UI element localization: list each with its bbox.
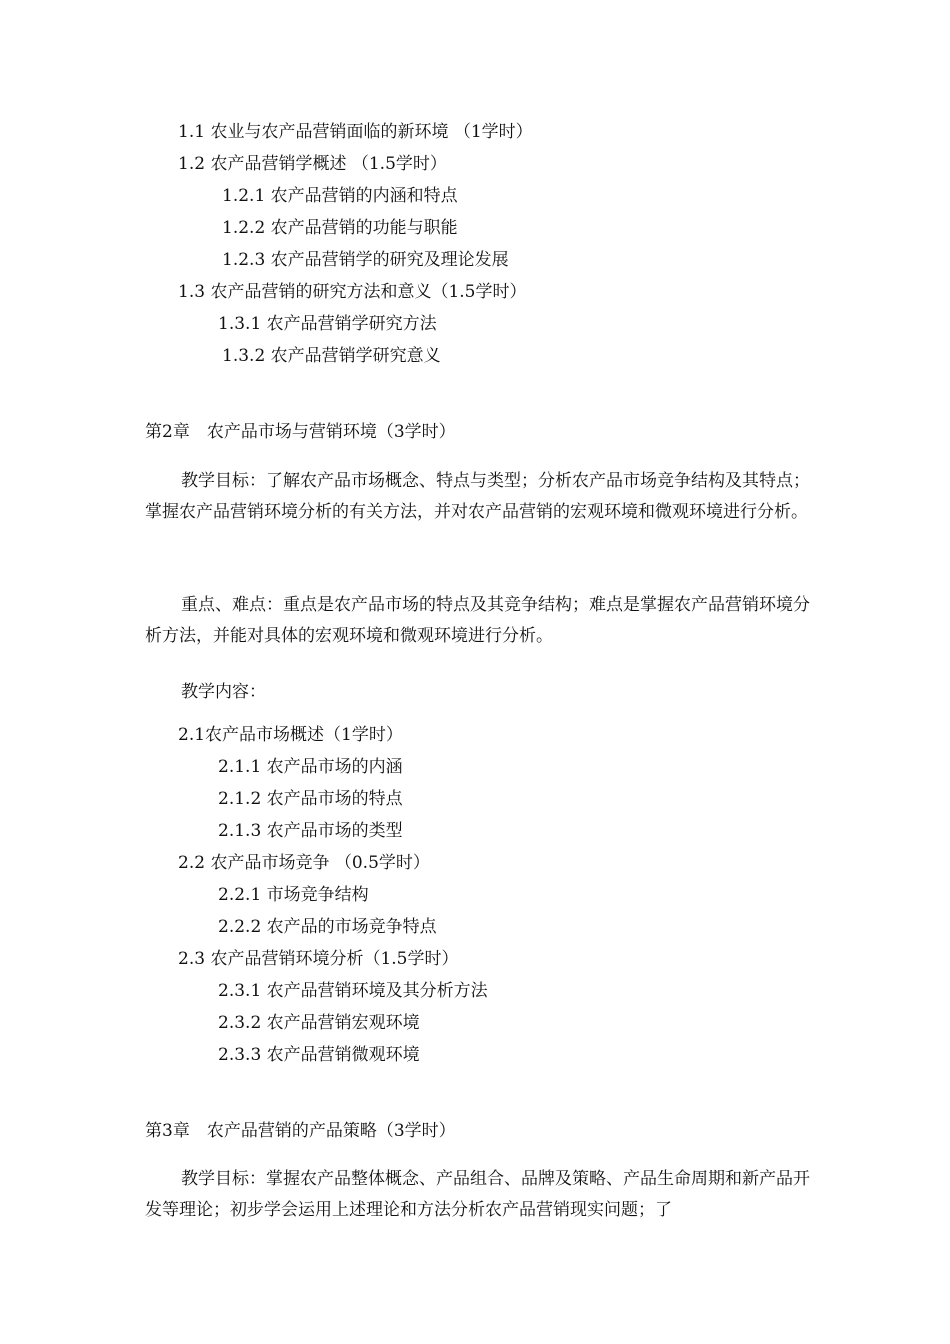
outline-item-1-2-1: 1.2.1 农产品营销的内涵和特点 [222,186,458,206]
outline-item-1-1: 1.1 农业与农产品营销面临的新环境 （1学时） [178,122,533,142]
outline-item-2-3-2: 2.3.2 农产品营销宏观环境 [218,1013,420,1033]
outline-item-2-1-1: 2.1.1 农产品市场的内涵 [218,757,403,777]
outline-item-2-2-1: 2.2.1 市场竞争结构 [218,885,369,905]
outline-item-1-2: 1.2 农产品营销学概述 （1.5学时） [178,154,447,174]
chapter-3-title: 第3章 农产品营销的产品策略（3学时） [145,1121,456,1141]
outline-item-2-3-3: 2.3.3 农产品营销微观环境 [218,1045,420,1065]
outline-item-2-1: 2.1农产品市场概述（1学时） [178,725,403,745]
chapter-2-title: 第2章 农产品市场与营销环境（3学时） [145,422,456,442]
outline-item-2-1-2: 2.1.2 农产品市场的特点 [218,789,403,809]
outline-item-1-3-2: 1.3.2 农产品营销学研究意义 [222,346,441,366]
outline-item-2-2: 2.2 农产品市场竞争 （0.5学时） [178,853,430,873]
chapter-2-key-points: 重点、难点：重点是农产品市场的特点及其竞争结构；难点是掌握农产品营销环境分析方法，并能对具体的宏观环境和微观环境进行分析。 [145,595,810,646]
outline-item-2-3: 2.3 农产品营销环境分析（1.5学时） [178,949,459,969]
outline-item-2-3-1: 2.3.1 农产品营销环境及其分析方法 [218,981,488,1001]
chapter-3-objective: 教学目标：掌握农产品整体概念、产品组合、品牌及策略、产品生命周期和新产品开发等理论；初步学会运用上述理论和方法分析农产品营销现实问题；了 [145,1169,810,1220]
outline-item-2-1-3: 2.1.3 农产品市场的类型 [218,821,403,841]
chapter-2-content-label: 教学内容： [181,682,266,702]
outline-item-1-3: 1.3 农产品营销的研究方法和意义（1.5学时） [178,282,527,302]
outline-item-1-3-1: 1.3.1 农产品营销学研究方法 [218,314,437,334]
chapter-2-objective: 教学目标：了解农产品市场概念、特点与类型；分析农产品市场竞争结构及其特点；掌握农产品营销环境分析的有关方法，并对农产品营销的宏观环境和微观环境进行分析。 [145,471,810,522]
outline-item-1-2-2: 1.2.2 农产品营销的功能与职能 [222,218,458,238]
outline-item-1-2-3: 1.2.3 农产品营销学的研究及理论发展 [222,250,509,270]
outline-item-2-2-2: 2.2.2 农产品的市场竞争特点 [218,917,437,937]
